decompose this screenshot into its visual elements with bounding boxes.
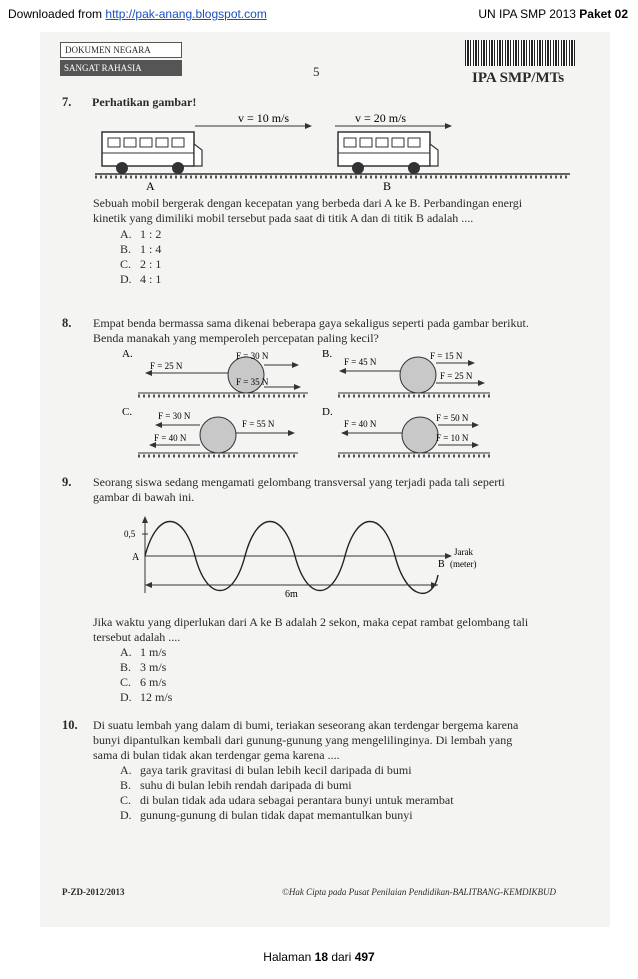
svg-text:C.: C.: [122, 406, 133, 418]
q7-prompt: Perhatikan gambar!: [92, 95, 197, 109]
q9-option-c: C. 6 m/s: [120, 675, 167, 689]
q7-figure: [90, 106, 570, 192]
q10-option-b: B. suhu di bulan lebih rendah daripada di bumi: [120, 778, 352, 792]
svg-text:F = 50 N: F = 50 N: [436, 413, 469, 423]
q7-option-c: C. 2 : 1: [120, 257, 162, 271]
q7-arrowhead-b: [445, 123, 452, 129]
q8-figure-a: [122, 348, 308, 396]
bus-icon-b: [338, 132, 438, 174]
page-counter: Halaman 18 dari 497: [263, 950, 375, 964]
paper-code: Paket 02: [579, 7, 628, 21]
q9-text-line4: tersebut adalah ....: [93, 630, 181, 644]
q10-number: 10.: [62, 718, 78, 732]
q10-text-line3: sama di bulan tidak akan terdengar gema karena ....: [93, 748, 340, 762]
q7-point-b: B: [383, 179, 392, 192]
q8-text-line2: Benda manakah yang memperoleh percepatan paling kecil?: [93, 331, 379, 345]
q10-option-d: D. gunung-gunung di bulan tidak dapat memantulkan bunyi: [120, 808, 413, 822]
q8-figures: [118, 345, 578, 460]
q7-text-line1: Sebuah mobil bergerak dengan kecepatan yang berbeda dari A ke B. Perbandingan energi: [93, 196, 523, 210]
q9-option-a: A. 1 m/s: [120, 645, 167, 659]
q7-point-a: A: [146, 179, 155, 192]
q7-velocity-b: v = 20 m/s: [355, 111, 407, 125]
download-source: Downloaded from http://pak-anang.blogspot.com: [8, 7, 267, 21]
q7-arrowhead-a: [305, 123, 312, 129]
q10-option-c: C. di bulan tidak ada udara sebagai perantara bunyi untuk merambat: [120, 793, 454, 807]
page-number: 5: [313, 64, 320, 79]
q10-option-a: A. gaya tarik gravitasi di bulan lebih kecil daripada di bumi: [120, 763, 412, 777]
q8-number: 8.: [62, 316, 72, 330]
q8-figure-c: [122, 406, 298, 456]
q9-number: 9.: [62, 475, 72, 489]
q9-text-line2: gambar di bawah ini.: [93, 490, 195, 504]
document-label: [60, 42, 182, 76]
svg-text:F = 30 N: F = 30 N: [236, 351, 269, 361]
svg-text:D.: D.: [322, 406, 333, 418]
svg-text:B.: B.: [322, 348, 333, 360]
download-header: [0, 0, 638, 28]
q7-text-line2: kinetik yang dimiliki mobil tersebut pada saat di titik A dan di titik B adalah ....: [93, 211, 474, 225]
q9-text-line3: Jika waktu yang diperlukan dari A ke B adalah 2 sekon, maka cepat rambat gelombang tali: [93, 615, 529, 629]
svg-text:F = 15 N: F = 15 N: [430, 351, 463, 361]
total-pages: 497: [354, 950, 375, 964]
svg-text:F = 40 N: F = 40 N: [154, 433, 187, 443]
current-page: 18: [314, 950, 328, 964]
q9-axis-label1: Jarak: [454, 547, 473, 557]
q9-point-a: A: [132, 552, 140, 563]
copyright-notice: ©Hak Cipta pada Pusat Penilaian Pendidikan-BALITBANG-KEMDIKBUD: [282, 887, 557, 897]
svg-text:F = 40 N: F = 40 N: [344, 419, 377, 429]
q9-wave-curve: [145, 522, 438, 594]
svg-text:F = 45 N: F = 45 N: [344, 357, 377, 367]
q9-text-line1: Seorang siswa sedang mengamati gelombang transversal yang terjadi pada tali seperti: [93, 475, 505, 489]
q7-velocity-a: v = 10 m/s: [238, 111, 290, 125]
svg-text:A.: A.: [122, 348, 133, 360]
svg-text:F = 10 N: F = 10 N: [436, 433, 469, 443]
q8-text-line1: Empat benda bermassa sama dikenai beberapa gaya sekaligus seperti pada gambar berikut.: [93, 316, 529, 330]
q7-option-d: D. 4 : 1: [120, 272, 162, 286]
q9-wave-figure: [120, 515, 510, 605]
q7-option-b: B. 1 : 4: [120, 242, 162, 256]
q9-distance-arrow-right: [431, 582, 438, 588]
q10-text-line2: bunyi dipantulkan kembali dari gunung-gunung yang mengelilinginya. Di lembah yang: [93, 733, 513, 747]
q9-y-label: 0,5: [124, 529, 136, 539]
svg-text:F = 30 N: F = 30 N: [158, 411, 191, 421]
barcode-icon: [465, 40, 575, 66]
svg-text:F = 35 N: F = 35 N: [236, 377, 269, 387]
q10-text-line1: Di suatu lembah yang dalam di bumi, teriakan seseorang akan terdengar bergema karena: [93, 718, 519, 732]
q9-point-b: B: [438, 559, 445, 570]
source-link[interactable]: http://pak-anang.blogspot.com: [105, 7, 267, 21]
svg-text:F = 25 N: F = 25 N: [440, 371, 473, 381]
q7-option-a: A. 1 : 2: [120, 227, 162, 241]
q9-distance-arrow-left: [145, 582, 152, 588]
q9-axis-label2: (meter): [450, 559, 477, 569]
q9-distance-label: 6m: [285, 589, 298, 600]
doc-label-line2: SANGAT RAHASIA: [60, 60, 182, 76]
paper-title: UN IPA SMP 2013 Paket 02: [478, 7, 628, 21]
svg-text:F = 25 N: F = 25 N: [150, 361, 183, 371]
q7-number: 7.: [62, 95, 72, 109]
subject-title: IPA SMP/MTs: [472, 70, 565, 86]
doc-label-line1: DOKUMEN NEGARA: [60, 42, 182, 58]
q8-figure-b: [322, 348, 490, 396]
q8-figure-d: [322, 406, 490, 456]
q9-option-d: D. 12 m/s: [120, 690, 173, 704]
q9-option-b: B. 3 m/s: [120, 660, 167, 674]
svg-text:F = 55 N: F = 55 N: [242, 419, 275, 429]
document-code: P-ZD-2012/2013: [62, 887, 125, 897]
q9-y-axis-arrow: [142, 516, 148, 523]
bus-icon-a: [102, 132, 202, 174]
